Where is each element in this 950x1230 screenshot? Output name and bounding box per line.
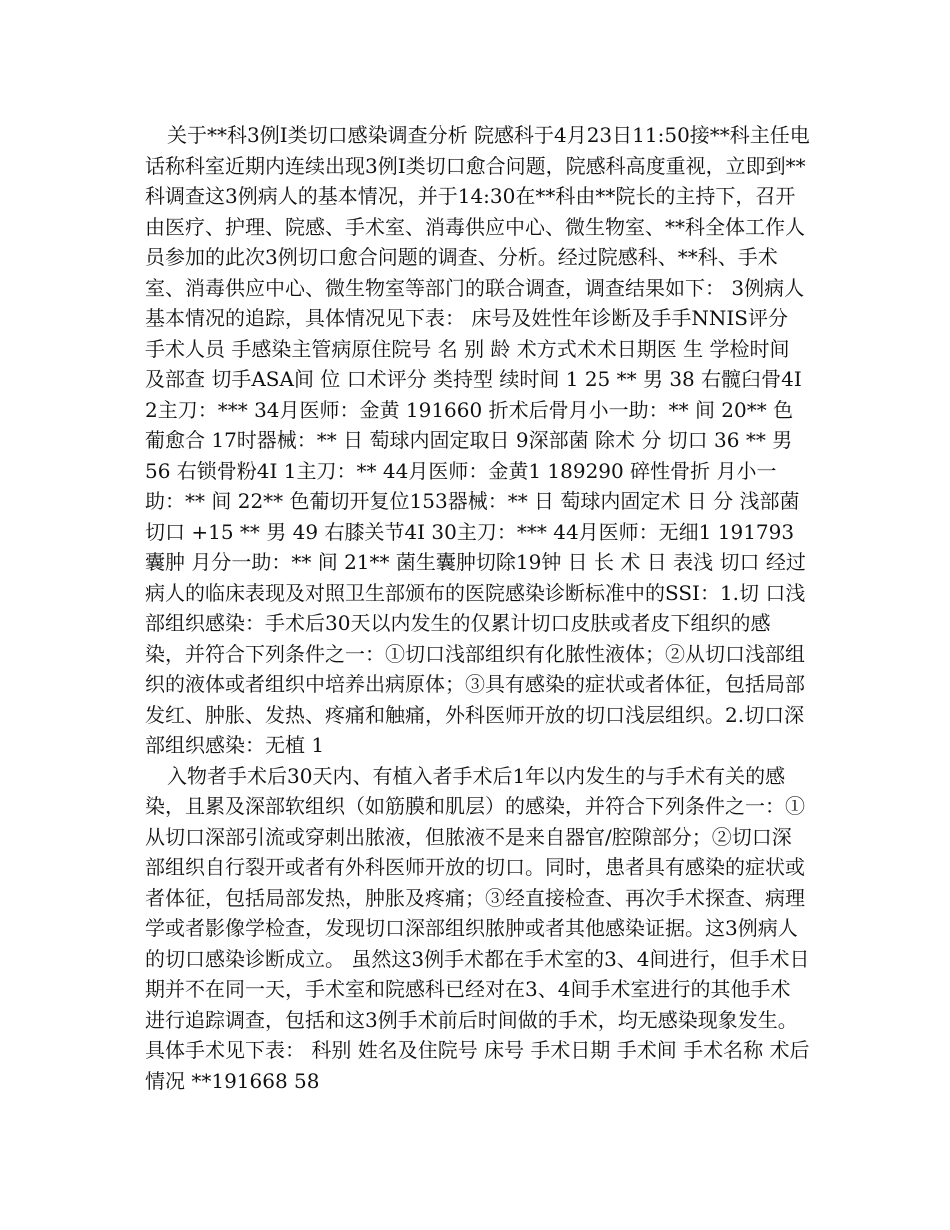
- paragraph-investigation-report: 关于**科3例Ⅰ类切口感染调查分析 院感科于4月23日11:50接**科主任电话称科室近期内连续出现3例Ⅰ类切口愈合问题，院感科高度重视，立即到**科调查这3例病人的基本情况，并于14:30在**科由**院长的主持下，召开由医疗、护理、院感、手术室、消毒供应中心、微生物室、**科全体工作人员参加的此次3例切口愈合问题的调查、分析。经过院感科、**科、手术室、消毒供应中心、微生物室等部门的联合调查，调查结果如下： 3例病人基本情况的追踪，具体情况见下表： 床号及姓性年诊断及手手NNIS评分 手术人员 手感染主管病原住院号 名 别 龄 术方式术术日期医 生 学检时间 及部查 切手ASA间 位 口术评分 类持型 续时间 1 25 ** 男 38 右髋臼骨4Ⅰ 2主刀：*** 34月医师：金黄 191660 折术后骨月小一助：** 间 20** 色葡愈合 17时器械：** 日 萄球内固定取日 9深部菌 除术 分 切口 36 ** 男 56 右锁骨粉4Ⅰ 1主刀：** 44月医师：金黄1 189290 碎性骨折 月小一助：** 间 22** 色葡切开复位153器械：** 日 萄球内固定术 日 分 浅部菌 切口 +15 ** 男 49 右膝关节4Ⅰ 30主刀：*** 44月医师：无细1 191793 囊肿 月分一助：** 间 21** 菌生囊肿切除19钟 日 长 术 日 表浅 切口 经过病人的临床表现及对照卫生部颁布的医院感染诊断标准中的SSI：1.切 口浅部组织感染：手术后30天以内发生的仅累计切口皮肤或者皮下组织的感染，并符合下列条件之一：①切口浅部组织有化脓性液体；②从切口浅部组织的液体或者组织中培养出病原体；③具有感染的症状或者体征，包括局部发红、肿胀、发热、疼痛和触痛，外科医师开放的切口浅层组织。2.切口深部组织感染：无植 1: [145, 123, 810, 757]
- document-body: [145, 120, 810, 1096]
- paragraph-deep-infection-criteria: 入物者手术后30天内、有植入者手术后1年以内发生的与手术有关的感染，且累及深部软组织（如筋膜和肌层）的感染，并符合下列条件之一：①从切口深部引流或穿刺出脓液，但脓液不是来自器官/腔隙部分；②切口深部组织自行裂开或者有外科医师开放的切口。同时，患者具有感染的症状或者体征，包括局部发热，肿胀及疼痛；③经直接检查、再次手术探查、病理学或者影像学检查，发现切口深部组织脓肿或者其他感染证据。这3例病人的切口感染诊断成立。 虽然这3例手术都在手术室的3、4间进行，但手术日期并不在同一天，手术室和院感科已经对在3、4间手术室进行的其他手术进行追踪调查，包括和这3例手术前后时间做的手术，均无感染现象发生。具体手术见下表： 科别 姓名及住院号 床号 手术日期 手术间 手术名称 术后情况 **191668 58: [145, 763, 810, 1093]
